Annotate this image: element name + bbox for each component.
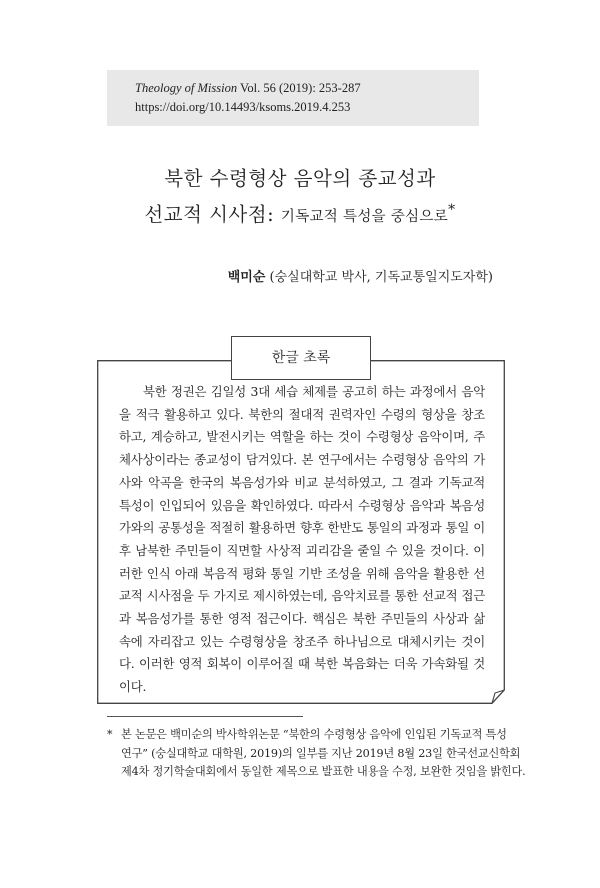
footnote-text: 본 논문은 백미순의 박사학위논문 “북한의 수령형상 음악에 인입된 기독교적 특성 xyxy=(121,728,507,741)
volume-pages: Vol. 56 (2019): 253-287 xyxy=(237,81,361,95)
title-main: 선교적 시사점: xyxy=(144,203,275,226)
journal-name: Theology of Mission xyxy=(135,81,238,95)
abstract-label: 한글 초록 xyxy=(231,336,371,380)
footnote-line: 연구” (숭실대학교 대학원, 2019)의 일부를 지난 2019년 8월 23일 한국선교신학회 xyxy=(121,746,521,760)
author-affiliation: (숭실대학교 박사, 기독교통일지도자학) xyxy=(269,270,493,285)
author-line xyxy=(228,266,493,285)
footnote-rule xyxy=(107,716,303,717)
paper-title-line2 xyxy=(0,199,600,227)
citation-line xyxy=(135,81,361,96)
author-name: 백미순 xyxy=(227,270,266,285)
paper-title-line1: 북한 수령형상 음악의 종교성과 xyxy=(164,167,436,190)
footnote-mark: * xyxy=(107,728,113,741)
paper-subtitle: 기독교적 특성을 중심으로 xyxy=(280,209,449,225)
footnote-line xyxy=(107,726,507,745)
footnote xyxy=(107,726,526,782)
footnote-line: 제4차 정기학술대회에서 동일한 제목으로 발표한 내용을 수정, 보완한 것임을 밝힌다. xyxy=(121,765,526,778)
journal-header xyxy=(107,70,479,126)
doi-link[interactable]: https://doi.org/10.14493/ksoms.2019.4.253 xyxy=(135,100,351,114)
abstract-body: 북한 정권은 김일성 3대 세습 체제를 공고히 하는 과정에서 음악을 적극 활용하고 있다. 북한의 절대적 권력자인 수령의 형상을 창조하고, 계승하고, 발전시키는 역할을 하는 것이 수령형상 음악이며, 주체사상이라는 종교성이 담겨있다. 본 연구에서는 수령형상 음악의 가사와 악곡을 한국의 복음성가와 비교 분석하였고, 그 결과 기독교적 특성이 인입되어 있음을 확인하였다. 따라서 수령형상 음악과 복음성가와의 공통성을 적절히 활용하면 향후 한반도 통일의 과정과 통일 이후 남북한 주민들이 직면할 사상적 괴리감을 줄일 수 있을 것이다. 이러한 인식 아래 복음적 평화 통일 기반 조성을 위해 음악을 활용한 선교적 시사점을 두 가지로 제시하였는데, 음악치료를 통한 선교적 접근과 복음성가를 통한 영적 접근이다. 핵심은 북한 주민들의 사상과 삶 속에 자리잡고 있는 수령형상을 창조주 하나님으로 대체시키는 것이다. 이러한 영적 회복이 이루어질 때 북한 복음화는 더욱 가속화될 것이다. xyxy=(119,384,485,695)
title-footnote-marker[interactable]: * xyxy=(448,202,456,218)
abstract-box xyxy=(97,350,505,704)
